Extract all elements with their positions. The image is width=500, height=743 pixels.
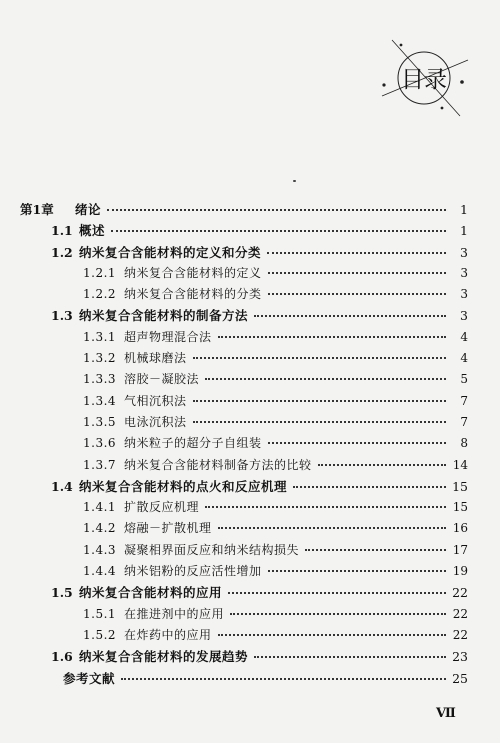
toc-badge (380, 38, 470, 118)
dot-leader (293, 486, 446, 488)
toc-entry-title: 溶胶－凝胶法 (124, 372, 200, 387)
toc-entry-page: 3 (460, 265, 468, 280)
dot-leader (268, 570, 446, 572)
toc-entry-number: 1.3 (51, 308, 73, 324)
toc-entry-title: 纳米复合含能材料的发展趋势 (79, 649, 249, 665)
toc-entry-title: 超声物理混合法 (124, 329, 212, 344)
dot-leader (230, 613, 446, 615)
toc-entry-title: 纳米复合含能材料的定义和分类 (79, 244, 262, 260)
toc-entry-page: 17 (452, 542, 468, 557)
dot-leader (193, 400, 446, 402)
dot-leader (218, 336, 446, 338)
toc-section-row[interactable] (20, 221, 468, 242)
toc-entry-title: 概述 (79, 223, 106, 239)
dot-leader (218, 527, 446, 529)
toc-entry-page: 4 (460, 351, 468, 366)
toc-subsection-row[interactable] (20, 605, 468, 626)
toc-entry-number: 1.3.1 (83, 329, 117, 344)
toc-entry-title: 绪论 (75, 202, 102, 217)
toc-entry-title: 在炸药中的应用 (124, 627, 212, 642)
toc-chapter-row[interactable] (20, 200, 468, 221)
toc-entry-number: 1.4 (51, 478, 73, 494)
dot-leader (218, 634, 446, 636)
dot-leader (107, 209, 446, 211)
toc-entry-number: 1.4.1 (83, 500, 117, 515)
badge-graphic (380, 38, 470, 118)
toc-entry-title: 参考文献 (63, 670, 116, 686)
toc-entry-number: 1.4.3 (83, 542, 117, 557)
toc-entry-number: 1.3.7 (83, 457, 117, 472)
dot-leader (205, 506, 446, 508)
toc-entry-page: 25 (452, 670, 468, 686)
toc-entry-title: 纳米粒子的超分子自组装 (124, 436, 262, 451)
badge-title: 目录 (401, 67, 447, 93)
toc-section-row[interactable] (20, 583, 468, 604)
toc-entry-page: 7 (460, 414, 468, 429)
page-number: Ⅶ (436, 706, 455, 721)
toc-entry-title: 纳米复合含能材料的分类 (124, 287, 262, 302)
toc-entry-title: 纳米复合含能材料的制备方法 (79, 308, 249, 324)
toc-references-row[interactable] (20, 669, 468, 690)
toc-section-row[interactable] (20, 477, 468, 498)
toc-subsection-row[interactable] (20, 456, 468, 477)
toc-entry-page: 1 (460, 223, 468, 239)
toc-entry-page: 1 (460, 202, 468, 217)
dot-leader (254, 315, 446, 317)
dot-leader (305, 549, 446, 551)
toc-entry-page: 7 (460, 393, 468, 408)
toc-entry-number: 1.3.2 (83, 351, 117, 366)
dot-leader (228, 592, 446, 594)
toc-subsection-row[interactable] (20, 434, 468, 455)
dot-leader (193, 357, 446, 359)
toc-entry-number: 1.2.1 (83, 265, 117, 280)
toc-subsection-row[interactable] (20, 349, 468, 370)
toc-entry-page: 5 (460, 372, 468, 387)
toc-entry-page: 22 (452, 627, 468, 642)
toc-subsection-row[interactable] (20, 264, 468, 285)
toc-entry-title: 电泳沉积法 (124, 414, 187, 429)
toc-subsection-row[interactable] (20, 626, 468, 647)
toc-entry-title: 纳米复合含能材料制备方法的比较 (124, 457, 312, 472)
toc-subsection-row[interactable] (20, 328, 468, 349)
toc-entry-title: 扩散反应机理 (124, 500, 200, 515)
toc-entry-page: 15 (452, 478, 468, 494)
toc-entry-number: 1.5 (51, 585, 73, 601)
toc-subsection-row[interactable] (20, 562, 468, 583)
toc-section-row[interactable] (20, 243, 468, 264)
dot-leader (193, 421, 446, 423)
toc-entry-title: 气相沉积法 (124, 393, 187, 408)
toc-entry-page: 19 (452, 564, 468, 579)
toc-entry-number: 1.3.3 (83, 372, 117, 387)
toc-entry-number: 1.2.2 (83, 287, 117, 302)
toc-entry-number: 第1章 (20, 202, 54, 217)
toc-entry-page: 22 (452, 606, 468, 621)
toc-entry-title: 纳米复合含能材料的点火和反应机理 (79, 478, 288, 494)
toc-entry-number: 1.3.5 (83, 414, 117, 429)
toc-subsection-row[interactable] (20, 498, 468, 519)
toc-entry-title: 凝聚相界面反应和纳米结构损失 (124, 542, 300, 557)
toc-entry-page: 15 (452, 500, 468, 515)
toc-entry-title: 纳米铝粉的反应活性增加 (124, 564, 262, 579)
toc-entry-page: 3 (460, 308, 468, 324)
dot-leader (205, 378, 446, 380)
dot-leader (121, 678, 446, 680)
toc-subsection-row[interactable] (20, 413, 468, 434)
toc-entry-page: 3 (460, 287, 468, 302)
toc-entry-title: 纳米复合含能材料的定义 (124, 265, 262, 280)
dot-leader (268, 442, 446, 444)
toc-subsection-row[interactable] (20, 370, 468, 391)
dot-leader (254, 656, 446, 658)
toc-entry-number: 1.4.4 (83, 564, 117, 579)
toc-subsection-row[interactable] (20, 392, 468, 413)
toc-entry-number: 1.5.2 (83, 627, 117, 642)
toc-entry-number: 1.5.1 (83, 606, 117, 621)
toc-entry-number: 1.4.2 (83, 521, 117, 536)
toc-entry-title: 机械球磨法 (124, 351, 187, 366)
toc-entry-page: 23 (452, 649, 468, 665)
toc-entry-title: 在推进剂中的应用 (124, 606, 225, 621)
toc-entry-page: 22 (452, 585, 468, 601)
toc-entry-number: 1.6 (51, 649, 73, 665)
dot-leader (268, 272, 446, 274)
table-of-contents (20, 200, 468, 690)
toc-entry-number: 1.3.6 (83, 436, 117, 451)
toc-entry-page: 16 (452, 521, 468, 536)
toc-entry-number: 1.3.4 (83, 393, 117, 408)
toc-entry-page: 8 (460, 436, 468, 451)
toc-entry-page: 4 (460, 329, 468, 344)
toc-entry-page: 3 (460, 244, 468, 260)
toc-section-row[interactable] (20, 647, 468, 668)
toc-subsection-row[interactable] (20, 285, 468, 306)
dot-leader (268, 293, 446, 295)
toc-entry-number: 1.1 (51, 223, 73, 239)
toc-subsection-row[interactable] (20, 519, 468, 540)
dot-leader (267, 252, 446, 254)
toc-entry-page: 14 (452, 457, 468, 472)
toc-section-row[interactable] (20, 306, 468, 327)
dot-leader (318, 464, 446, 466)
dot-leader (111, 230, 446, 232)
toc-subsection-row[interactable] (20, 541, 468, 562)
toc-entry-number: 1.2 (51, 244, 73, 260)
toc-entry-title: 熔融－扩散机理 (124, 521, 212, 536)
speck-dot (293, 180, 296, 182)
toc-entry-title: 纳米复合含能材料的应用 (79, 585, 223, 601)
